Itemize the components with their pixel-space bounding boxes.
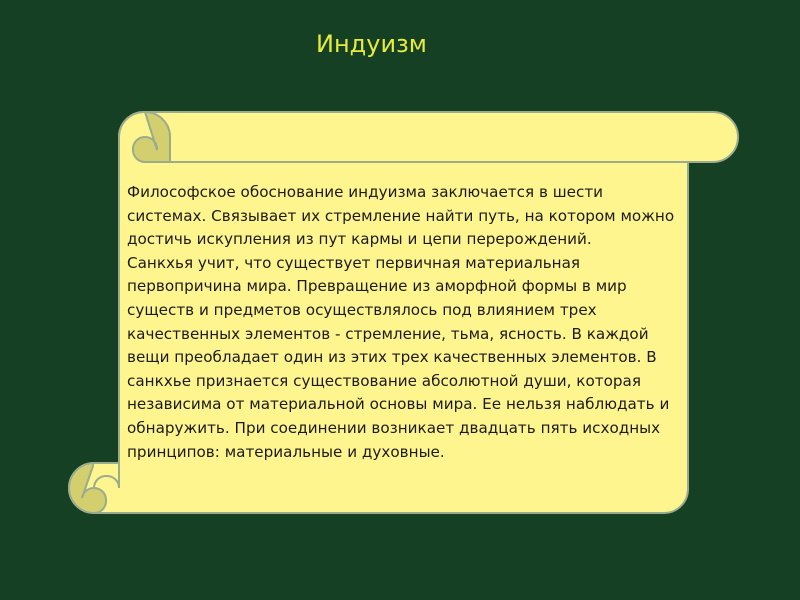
slide-title: Индуизм [316, 30, 427, 58]
scroll-body-text: Философское обоснование индуизма заключается в шести системах. Связывает их стремление найти путь, на котором можно достичь искупления из пут кармы и цепи перерождений. Санкхья учит, что существует первичная материальная первопричина мира. Превращение из аморфной формы в мир существ и предметов осуществлялось под влиянием трех качественных элементов - стремление, тьма, ясность. В каждой вещи преобладает один из этих трех качественных элементов. В санкхье признается существование абсолютной души, которая независима от материальной основы мира. Ее нельзя наблюдать и обнаружить. При соединении возникает двадцать пять исходных принципов: материальные и духовные. [127, 183, 675, 461]
